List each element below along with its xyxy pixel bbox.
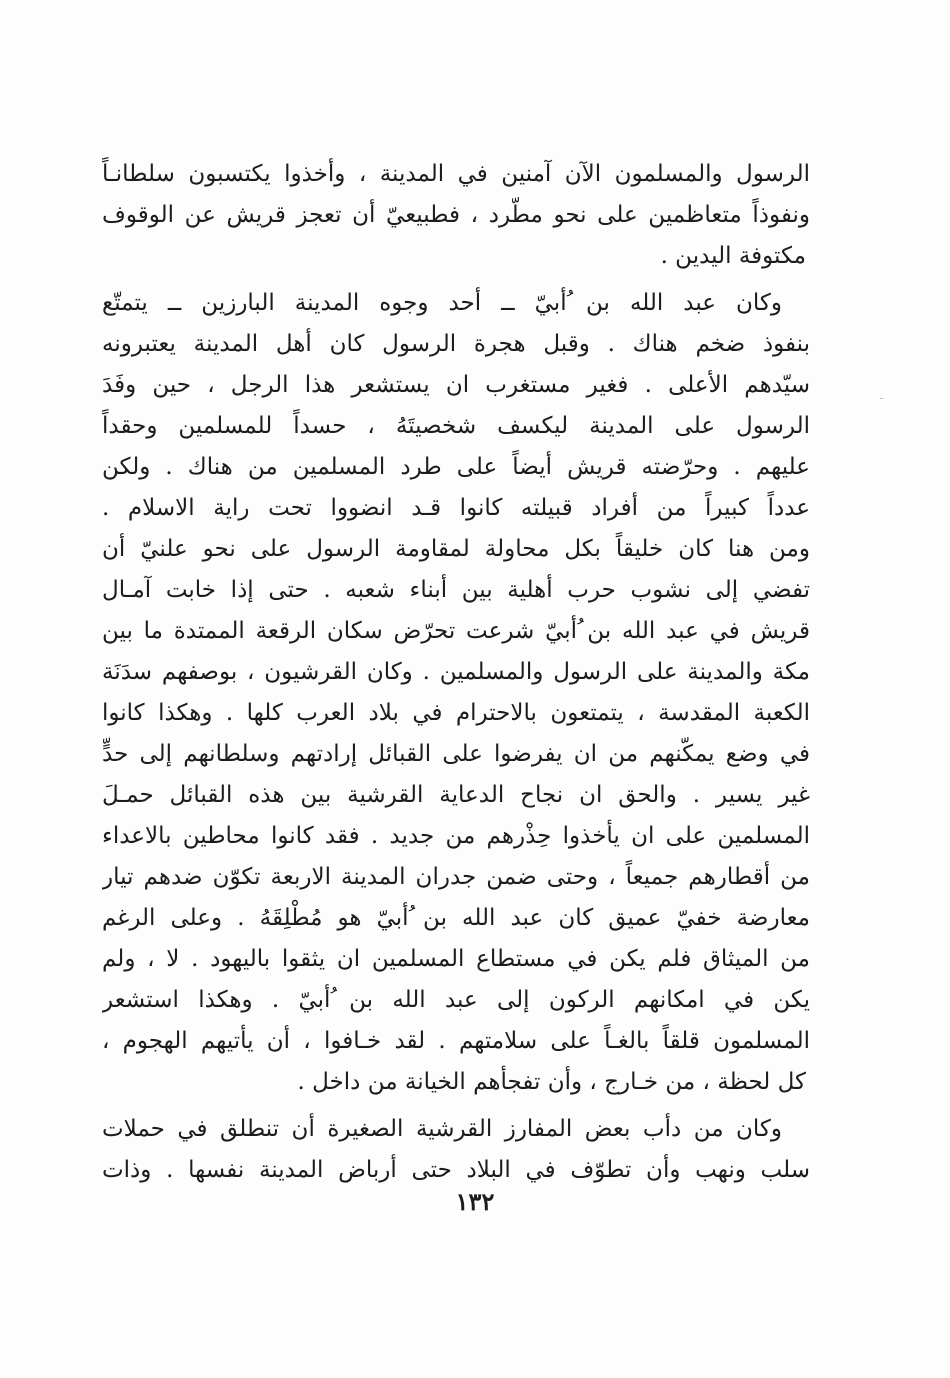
text-line: معارضة خفيّ عميق كان عبد الله بن ُأبيّ هو مُطْلِقَهُ . وعلى الرغم xyxy=(102,905,810,931)
text-line: مكتوفة اليدين . xyxy=(660,243,806,269)
text-line: وكان عبد الله بن ُأبيّ ــ أحد وجوه المدينة البارزين ــ يتمتّع xyxy=(102,290,782,316)
text-line: يكن في امكانهم الركون إلى عبد الله بن ُأبيّ . وهكذا استشعر xyxy=(102,987,810,1013)
text-line: من الميثاق فلم يكن في مستطاع المسلمين ان يثقوا باليهود . لا ، ولم xyxy=(102,946,810,972)
text-line: الرسول على المدينة ليكسف شخصيتَهُ ، حسداً للمسلمين وحقداً xyxy=(102,413,810,439)
text-line: سلب ونهب وأن تطوّف في البلاد حتى أرباض المدينة نفسها . وذات xyxy=(102,1157,810,1183)
text-line: المسلمون قلقاً بالغـاً على سلامتهم . لقد خـافوا ، أن يأتيهم الهجوم ، xyxy=(102,1028,810,1054)
text-line: مكة والمدينة على الرسول والمسلمين . وكان القرشيون ، بوصفهم سدَنَة xyxy=(102,659,810,685)
text-line: من أقطارهم جميعاً ، وحتى ضمن جدران المدينة الاربعة تكوّن ضدهم تيار xyxy=(102,864,810,890)
text-line: غير يسير . والحق ان نجاح الدعاية القرشية بين هذه القبائل حمـلَ xyxy=(102,782,810,808)
text-line: الكعبة المقدسة ، يتمتعون بالاحترام في بلاد العرب كلها . وهكذا كانوا xyxy=(102,700,810,726)
text-line: ونفوذاً متعاظمين على نحو مطّرد ، فطبيعيّ أن تعجز قريش عن الوقوف xyxy=(102,202,810,228)
text-line: كل لحظة ، من خـارج ، وأن تفجأهم الخيانة من داخل . xyxy=(297,1069,806,1095)
body-text xyxy=(102,154,810,1191)
text-line: المسلمين على ان يأخذوا حِذْرهم من جديد . فقد كانوا محاطين بالاعداء xyxy=(102,823,810,849)
text-line: وكان من دأب بعض المفارز القرشية الصغيرة أن تنطلق في حملات xyxy=(102,1116,782,1142)
text-line: في وضع يمكّنهم من ان يفرضوا على القبائل إرادتهم وسلطانهم إلى حدٍّ xyxy=(102,741,810,767)
text-line: عدداً كبيراً من أفراد قبيلته كانوا قـد انضووا تحت راية الاسلام . xyxy=(102,495,810,521)
page-number: ١٣٢ xyxy=(455,1187,495,1216)
text-line: بنفوذ ضخم هناك . وقبل هجرة الرسول كان أهل المدينة يعتبرونه xyxy=(102,331,810,357)
text-line: الرسول والمسلمون الآن آمنين في المدينة ، وأخذوا يكتسبون سلطانـاً xyxy=(102,161,810,187)
text-line: قريش في عبد الله بن ُأبيّ شرعت تحرّض سكان الرقعة الممتدة ما بين xyxy=(102,618,810,644)
text-line: تفضي إلى نشوب حرب أهلية بين أبناء شعبه . حتى إذا خابت آمـال xyxy=(102,577,810,603)
scan-speck xyxy=(880,398,883,399)
text-line: عليهم . وحرّضته قريش أيضاً على طرد المسلمين من هناك . ولكن xyxy=(102,454,810,480)
text-line: ومن هنا كان خليقاً بكل محاولة لمقاومة الرسول على نحو علنيّ أن xyxy=(102,536,810,562)
text-line: سيّدهم الأعلى . فغير مستغرب ان يستشعر هذا الرجل ، حين وفَدَ xyxy=(102,372,810,398)
